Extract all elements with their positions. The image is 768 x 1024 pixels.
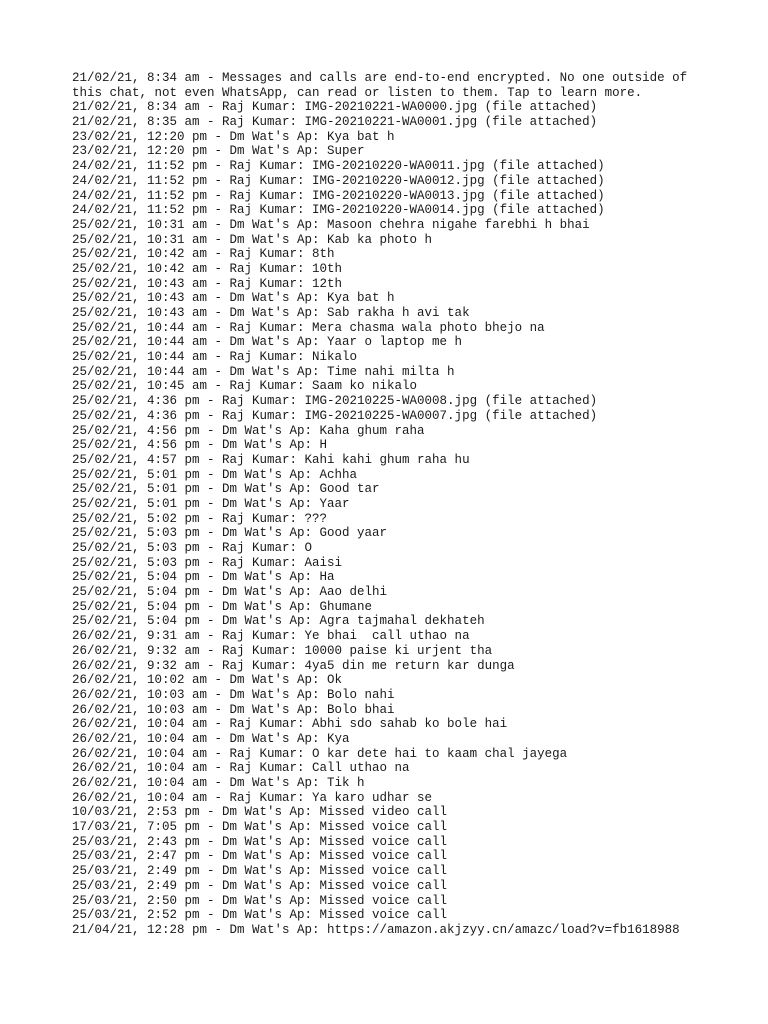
chat-message-line: 26/02/21, 10:04 am - Raj Kumar: Abhi sdo sahab ko bole hai <box>72 717 508 732</box>
chat-export-document <box>72 71 712 938</box>
chat-message-line: 25/02/21, 4:56 pm - Dm Wat's Ap: Kaha ghum raha <box>72 423 425 438</box>
chat-message-line: 21/02/21, 8:34 am - Raj Kumar: IMG-20210221-WA0000.jpg (file attached) <box>72 100 598 115</box>
chat-message-line: 25/02/21, 5:03 pm - Raj Kumar: Aaisi <box>72 555 343 570</box>
chat-message-line: 26/02/21, 10:03 am - Dm Wat's Ap: Bolo nahi <box>72 687 395 702</box>
chat-message-line: 26/02/21, 10:03 am - Dm Wat's Ap: Bolo bhai <box>72 702 395 717</box>
chat-message-line: 25/03/21, 2:50 pm - Dm Wat's Ap: Missed voice call <box>72 893 448 908</box>
chat-message-line: 25/02/21, 10:31 am - Dm Wat's Ap: Masoon chehra nigahe farebhi h bhai <box>72 217 590 232</box>
chat-message-line: 25/02/21, 5:01 pm - Dm Wat's Ap: Achha <box>72 467 358 482</box>
chat-message-line: 25/02/21, 10:44 am - Dm Wat's Ap: Time nahi milta h <box>72 364 455 379</box>
chat-message-line: 25/02/21, 5:04 pm - Dm Wat's Ap: Aao delhi <box>72 585 388 600</box>
chat-message-line: 26/02/21, 9:31 am - Raj Kumar: Ye bhai call uthao na <box>72 629 470 644</box>
chat-message-line: 17/03/21, 7:05 pm - Dm Wat's Ap: Missed voice call <box>72 820 448 835</box>
chat-message-line: 10/03/21, 2:53 pm - Dm Wat's Ap: Missed video call <box>72 805 448 820</box>
chat-message-line: 25/02/21, 5:03 pm - Dm Wat's Ap: Good yaar <box>72 526 388 541</box>
chat-message-line: 25/02/21, 10:44 am - Raj Kumar: Mera chasma wala photo bhejo na <box>72 320 545 335</box>
chat-message-line: 25/02/21, 5:04 pm - Dm Wat's Ap: Agra tajmahal dekhateh <box>72 614 485 629</box>
chat-message-line: 25/02/21, 5:04 pm - Dm Wat's Ap: Ghumane <box>72 599 373 614</box>
chat-message-line: 25/03/21, 2:49 pm - Dm Wat's Ap: Missed voice call <box>72 878 448 893</box>
chat-message-line: 26/02/21, 10:04 am - Dm Wat's Ap: Tik h <box>72 776 365 790</box>
chat-message-line: 25/02/21, 10:45 am - Raj Kumar: Saam ko nikalo <box>72 379 418 394</box>
chat-message-line: 23/02/21, 12:20 pm - Dm Wat's Ap: Kya bat h <box>72 129 395 144</box>
chat-message-line: 25/02/21, 10:44 am - Raj Kumar: Nikalo <box>72 350 358 365</box>
chat-message-line: 25/02/21, 4:36 pm - Raj Kumar: IMG-20210225-WA0008.jpg (file attached) <box>72 394 598 409</box>
chat-message-line: 26/02/21, 10:04 am - Raj Kumar: O kar dete hai to kaam chal jayega <box>72 746 568 761</box>
encryption-notice-line: this chat, not even WhatsApp, can read or listen to them. Tap to learn more. <box>72 85 643 100</box>
chat-message-line: 26/02/21, 9:32 am - Raj Kumar: 4ya5 din me return kar dunga <box>72 658 515 673</box>
chat-message-line: 25/02/21, 5:01 pm - Dm Wat's Ap: Yaar <box>72 496 350 511</box>
chat-message-line: 24/02/21, 11:52 pm - Raj Kumar: IMG-20210220-WA0014.jpg (file attached) <box>72 203 605 218</box>
chat-message-line: 25/02/21, 10:43 am - Dm Wat's Ap: Kya bat h <box>72 291 395 306</box>
chat-message-line: 25/02/21, 5:04 pm - Dm Wat's Ap: Ha <box>72 570 335 585</box>
chat-message-line: 25/03/21, 2:52 pm - Dm Wat's Ap: Missed voice call <box>72 908 448 923</box>
chat-message-line: 24/02/21, 11:52 pm - Raj Kumar: IMG-20210220-WA0012.jpg (file attached) <box>72 173 605 188</box>
chat-message-line: 25/03/21, 2:43 pm - Dm Wat's Ap: Missed voice call <box>72 834 448 849</box>
chat-message-line: 24/02/21, 11:52 pm - Raj Kumar: IMG-20210220-WA0013.jpg (file attached) <box>72 188 605 203</box>
chat-message-line: 21/02/21, 8:35 am - Raj Kumar: IMG-20210221-WA0001.jpg (file attached) <box>72 115 598 130</box>
chat-message-line: 25/02/21, 10:43 am - Dm Wat's Ap: Sab rakha h avi tak <box>72 306 470 320</box>
chat-message-line: 25/02/21, 10:31 am - Dm Wat's Ap: Kab ka photo h <box>72 232 433 247</box>
chat-message-line: 25/03/21, 2:49 pm - Dm Wat's Ap: Missed voice call <box>72 864 448 879</box>
chat-message-line: 25/03/21, 2:47 pm - Dm Wat's Ap: Missed voice call <box>72 849 448 864</box>
chat-message-line: 25/02/21, 10:42 am - Raj Kumar: 10th <box>72 261 343 276</box>
chat-message-line: 26/02/21, 10:04 am - Raj Kumar: Call uthao na <box>72 761 410 776</box>
chat-message-line: 25/02/21, 4:57 pm - Raj Kumar: Kahi kahi ghum raha hu <box>72 452 470 467</box>
chat-message-line: 25/02/21, 10:44 am - Dm Wat's Ap: Yaar o laptop me h <box>72 335 463 350</box>
chat-message-line: 26/02/21, 10:04 am - Dm Wat's Ap: Kya <box>72 731 350 746</box>
chat-message-line: 26/02/21, 10:04 am - Raj Kumar: Ya karo udhar se <box>72 790 433 805</box>
chat-message-line: 26/02/21, 10:02 am - Dm Wat's Ap: Ok <box>72 673 343 688</box>
chat-message-line: 25/02/21, 4:36 pm - Raj Kumar: IMG-20210225-WA0007.jpg (file attached) <box>72 408 598 423</box>
chat-message-line: 25/02/21, 10:43 am - Raj Kumar: 12th <box>72 276 343 291</box>
chat-message-line: 21/04/21, 12:28 pm - Dm Wat's Ap: https://amazon.akjzyy.cn/amazc/load?v=fb1618988 <box>72 922 680 937</box>
chat-message-line: 23/02/21, 12:20 pm - Dm Wat's Ap: Super <box>72 144 365 159</box>
chat-message-line: 25/02/21, 10:42 am - Raj Kumar: 8th <box>72 247 335 262</box>
chat-message-line: 25/02/21, 5:03 pm - Raj Kumar: O <box>72 541 313 555</box>
encryption-notice-line: 21/02/21, 8:34 am - Messages and calls are end-to-end encrypted. No one outside of <box>72 71 688 85</box>
chat-message-line: 26/02/21, 9:32 am - Raj Kumar: 10000 paise ki urjent tha <box>72 643 493 658</box>
chat-message-line: 25/02/21, 5:01 pm - Dm Wat's Ap: Good tar <box>72 482 380 497</box>
chat-message-line: 24/02/21, 11:52 pm - Raj Kumar: IMG-20210220-WA0011.jpg (file attached) <box>72 159 605 174</box>
chat-message-line: 25/02/21, 4:56 pm - Dm Wat's Ap: H <box>72 438 328 453</box>
chat-message-line: 25/02/21, 5:02 pm - Raj Kumar: ??? <box>72 511 328 526</box>
